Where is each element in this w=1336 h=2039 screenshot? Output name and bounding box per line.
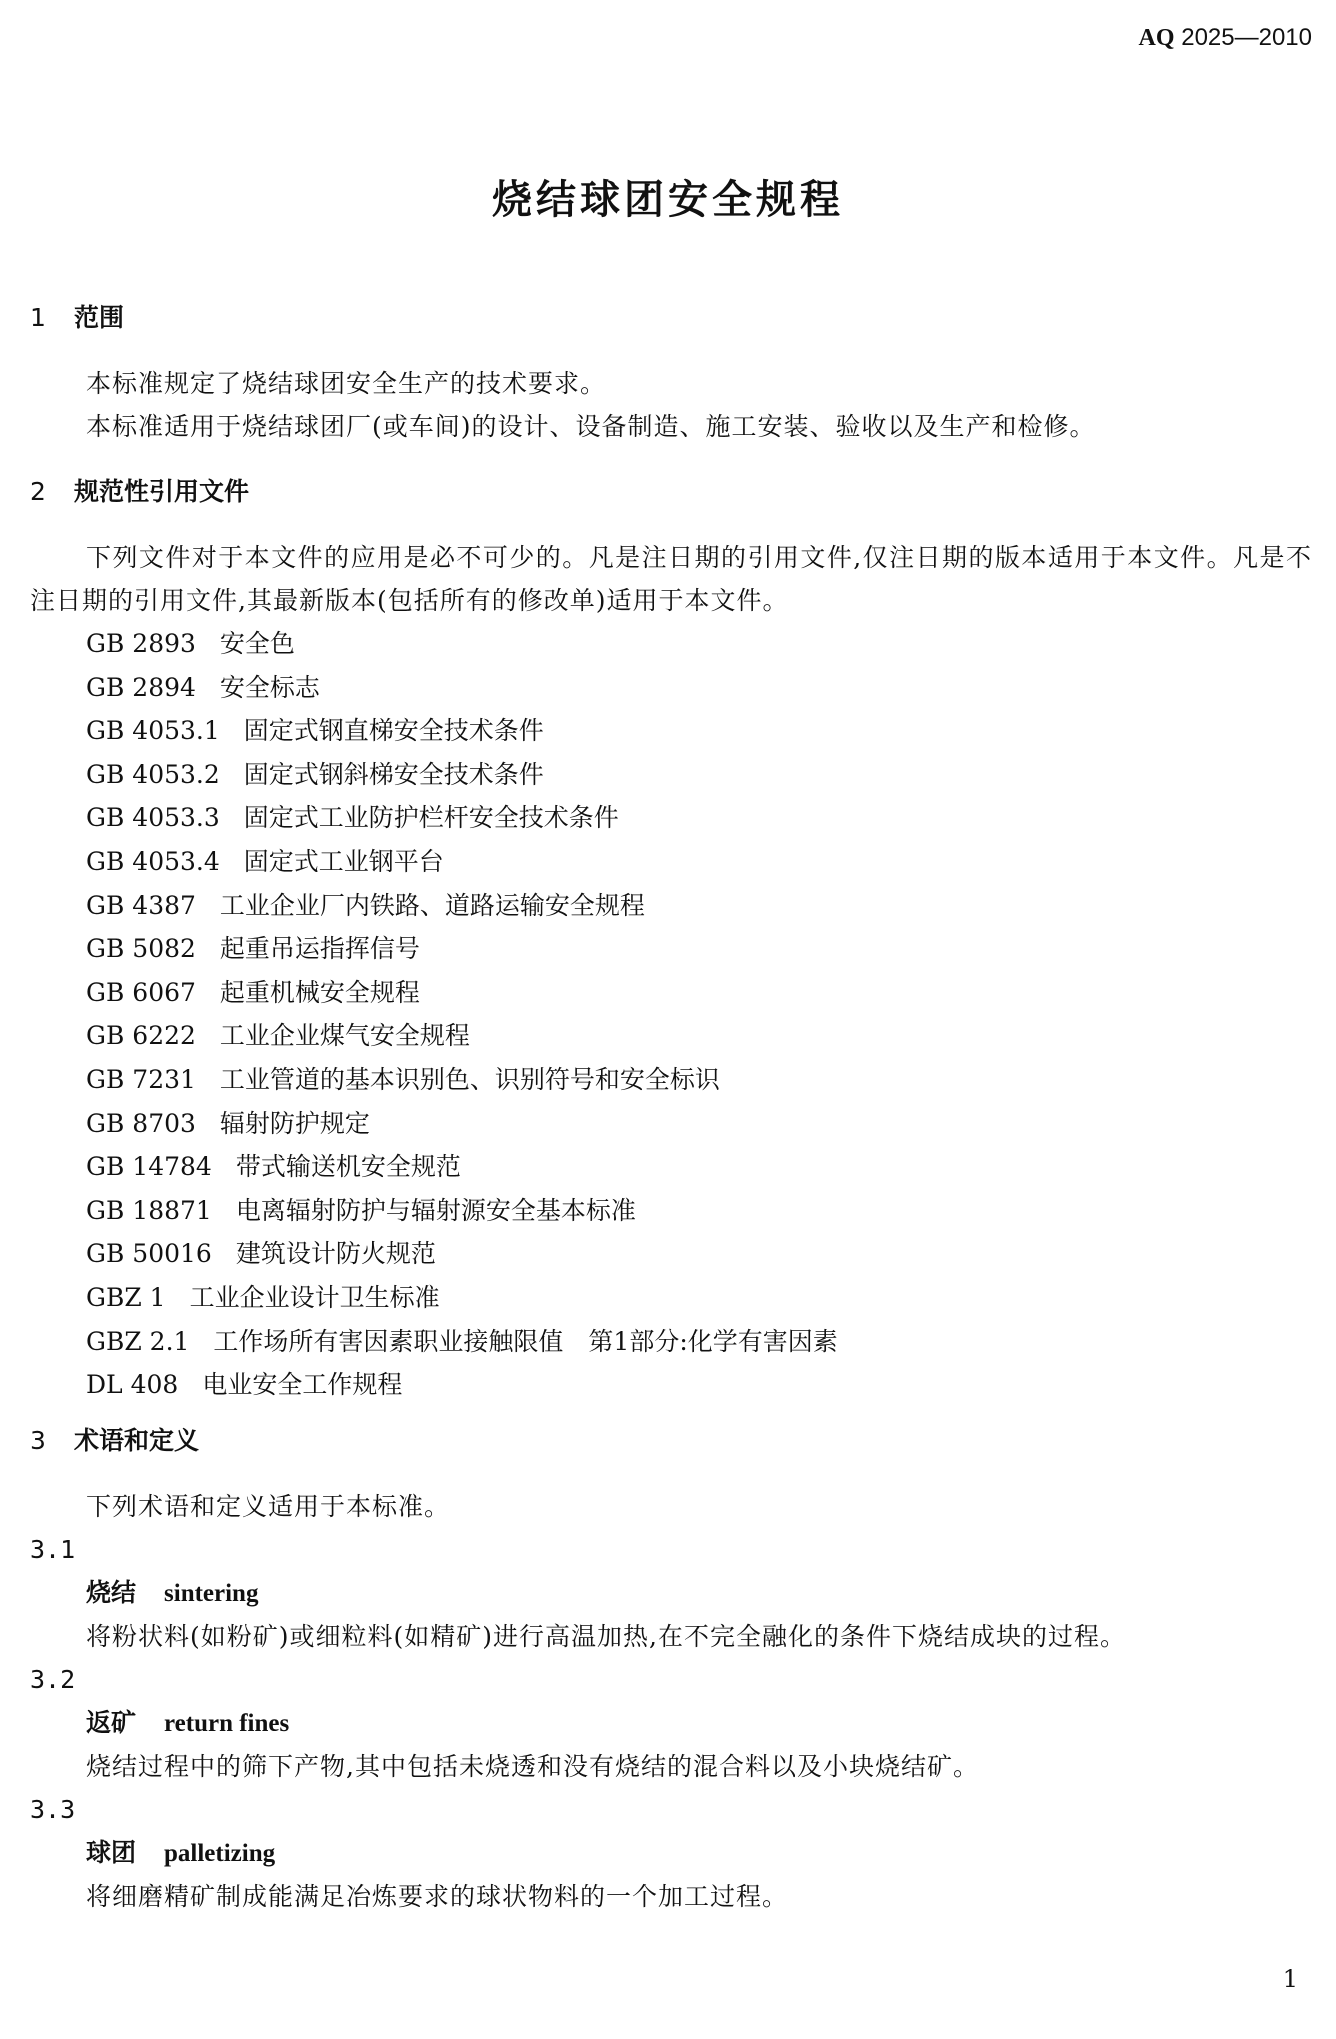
reference-code: GB 4053.2: [86, 759, 220, 789]
reference-title: 固定式钢直梯安全技术条件: [243, 716, 544, 746]
reference-code: GB 14784: [86, 1152, 212, 1182]
reference-item: [30, 622, 1312, 666]
page-number: 1: [1282, 1965, 1298, 1993]
reference-item: [30, 927, 1312, 971]
reference-item: [30, 971, 1312, 1015]
term-entry: [30, 1528, 1312, 1658]
reference-code: GB 18871: [86, 1195, 212, 1225]
reference-item: [30, 1363, 1312, 1407]
reference-item: [30, 1014, 1312, 1058]
term-entry: [30, 1788, 1312, 1918]
reference-item: [30, 753, 1312, 797]
reference-code: GB 2893: [86, 629, 196, 658]
reference-item: [30, 884, 1312, 928]
section-number: 1: [30, 303, 46, 332]
reference-title: 固定式工业防护栏杆安全技术条件: [243, 803, 619, 833]
term-en: return fines: [164, 1709, 290, 1737]
reference-code: GB 4053.1: [86, 716, 220, 746]
reference-code: GB 6067: [86, 977, 196, 1007]
term-definition: 将粉状料(如粉矿)或细粒料(如精矿)进行高温加热,在不完全融化的条件下烧结成块的过程。: [86, 1621, 1126, 1651]
reference-code: GBZ 2.1: [86, 1326, 190, 1356]
paragraph: 本标准适用于烧结球团厂(或车间)的设计、设备制造、施工安装、验收以及生产和检修。: [86, 412, 1096, 441]
term-cn: 球团: [86, 1837, 137, 1867]
reference-code: GB 4387: [86, 890, 196, 920]
reference-title: 工业企业设计卫生标准: [189, 1282, 440, 1312]
section-heading-references: [30, 470, 1312, 514]
paragraph: 下列文件对于本文件的应用是必不可少的。凡是注日期的引用文件,仅注日期的版本适用于本文件。凡是不注日期的引用文件,其最新版本(包括所有的修改单)适用于本文件。: [30, 543, 1312, 615]
reference-item: [30, 1102, 1312, 1146]
term-en: sintering: [164, 1579, 259, 1607]
reference-list: [30, 622, 1312, 1407]
document-body: [30, 296, 1312, 1918]
section-number: 2: [30, 477, 46, 506]
reference-title: 电业安全工作规程: [202, 1370, 403, 1400]
reference-title: 工业企业煤气安全规程: [219, 1021, 470, 1051]
standard-number: 2025—2010: [1181, 24, 1312, 51]
section-title: 术语和定义: [74, 1425, 200, 1455]
term-cn: 返矿: [86, 1707, 137, 1737]
reference-item: [30, 1232, 1312, 1276]
reference-code: GBZ 1: [86, 1282, 166, 1312]
reference-title: 辐射防护规定: [219, 1108, 370, 1138]
reference-title: 安全色: [219, 629, 295, 658]
term-en: palletizing: [164, 1839, 276, 1867]
reference-code: GB 7231: [86, 1064, 196, 1094]
term-definition: 烧结过程中的筛下产物,其中包括未烧透和没有烧结的混合料以及小块烧结矿。: [86, 1751, 979, 1781]
reference-title: 建筑设计防火规范: [235, 1239, 436, 1269]
section-number: 3: [30, 1425, 46, 1455]
reference-code: GB 5082: [86, 934, 196, 964]
term-number: 3.3: [30, 1794, 76, 1824]
reference-item: [30, 1276, 1312, 1320]
reference-title: 安全标志: [219, 672, 320, 702]
reference-title: 固定式钢斜梯安全技术条件: [243, 759, 544, 789]
term-entry: [30, 1658, 1312, 1788]
section-title: 规范性引用文件: [74, 477, 250, 506]
term-number: 3.1: [30, 1534, 76, 1564]
section-heading-terms: [30, 1419, 1312, 1463]
reference-title: 工作场所有害因素职业接触限值 第1部分:化学有害因素: [213, 1326, 838, 1356]
term-cn: 烧结: [86, 1577, 137, 1607]
reference-title: 带式输送机安全规范: [235, 1152, 461, 1182]
reference-code: GB 8703: [86, 1108, 196, 1138]
reference-code: GB 50016: [86, 1239, 212, 1269]
term-definition: 将细磨精矿制成能满足冶炼要求的球状物料的一个加工过程。: [86, 1881, 789, 1911]
reference-item: [30, 1058, 1312, 1102]
reference-item: [30, 1145, 1312, 1189]
reference-code: GB 4053.3: [86, 803, 220, 833]
page-title: 烧结球团安全规程: [492, 177, 844, 223]
reference-code: GB 6222: [86, 1021, 196, 1051]
reference-item: [30, 1320, 1312, 1364]
reference-item: [30, 709, 1312, 753]
document-code: [1139, 24, 1312, 52]
paragraph: 下列术语和定义适用于本标准。: [86, 1491, 451, 1521]
reference-title: 起重机械安全规程: [219, 977, 420, 1007]
term-name: [30, 1571, 1312, 1615]
reference-title: 起重吊运指挥信号: [219, 934, 420, 964]
reference-item: [30, 666, 1312, 710]
reference-item: [30, 796, 1312, 840]
reference-code: GB 2894: [86, 672, 196, 702]
reference-code: GB 4053.4: [86, 846, 220, 876]
reference-title: 工业管道的基本识别色、识别符号和安全标识: [219, 1064, 720, 1094]
reference-title: 固定式工业钢平台: [243, 846, 444, 876]
section-title: 范围: [74, 303, 125, 332]
term-name: [30, 1831, 1312, 1875]
reference-item: [30, 840, 1312, 884]
reference-title: 电离辐射防护与辐射源安全基本标准: [235, 1195, 636, 1225]
reference-title: 工业企业厂内铁路、道路运输安全规程: [219, 890, 645, 920]
section-heading-scope: [30, 296, 1312, 340]
reference-item: [30, 1189, 1312, 1233]
standard-prefix: AQ: [1138, 25, 1175, 51]
reference-code: DL 408: [86, 1370, 179, 1400]
paragraph: 本标准规定了烧结球团安全生产的技术要求。: [86, 369, 607, 398]
term-number: 3.2: [30, 1664, 76, 1694]
term-name: [30, 1701, 1312, 1745]
